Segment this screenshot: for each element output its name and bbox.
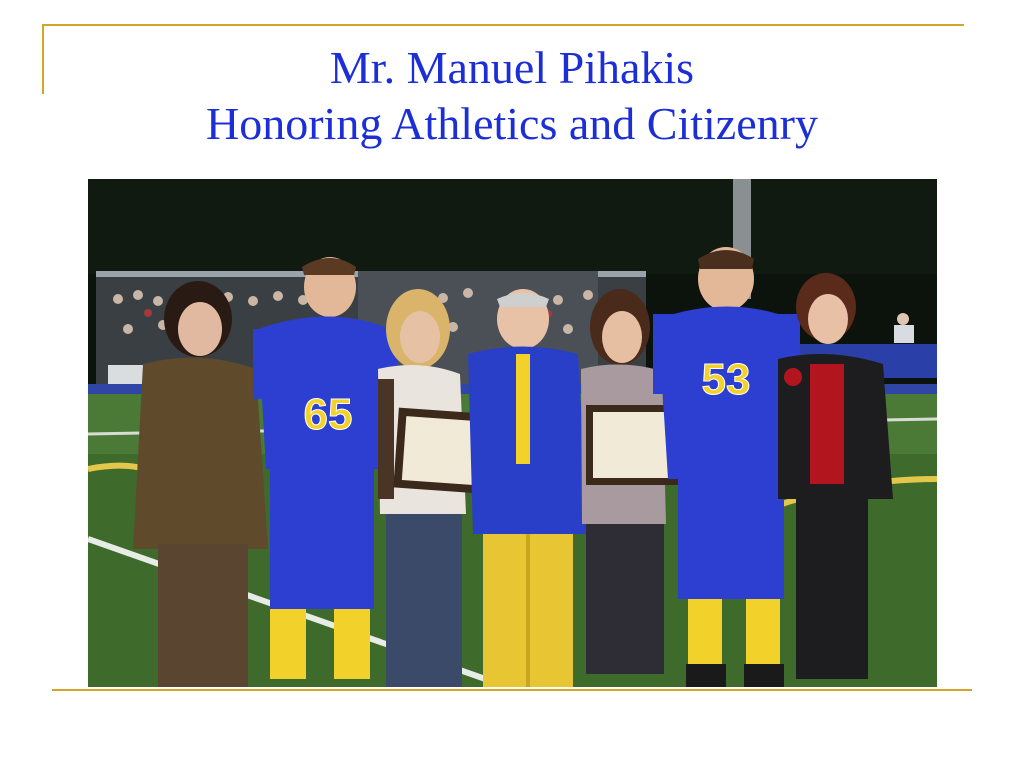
jersey-number-65: 65	[303, 390, 353, 439]
slide-title	[0, 40, 1024, 152]
title-line-2: Honoring Athletics and Citizenry	[206, 98, 818, 149]
jersey-number-53: 53	[701, 355, 751, 404]
ceremony-photo	[88, 179, 937, 687]
title-line-1: Mr. Manuel Pihakis	[329, 42, 695, 93]
bottom-accent-rule	[52, 689, 972, 691]
top-accent-rule	[42, 24, 964, 26]
